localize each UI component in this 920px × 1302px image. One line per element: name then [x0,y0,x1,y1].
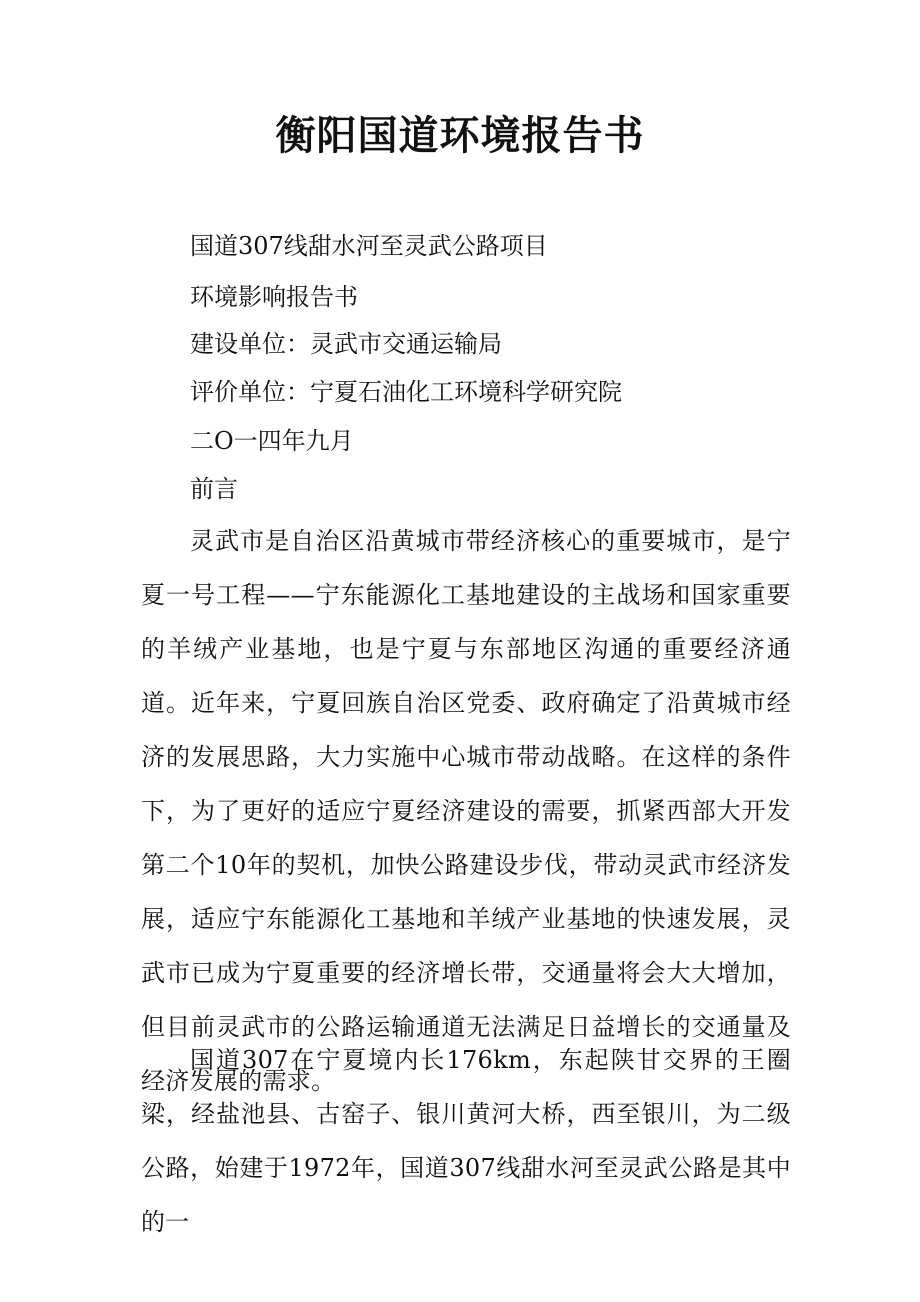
project-name: 国道307线甜水河至灵武公路项目 [190,232,548,260]
report-date: 二O一四年九月 [190,427,354,455]
body-paragraph: 灵武市是自治区沿黄城市带经济核心的重要城市，是宁夏一号工程——宁东能源化工基地建设的主战场和国家重要的羊绒产业基地，也是宁夏与东部地区沟通的重要经济通道。近年来，宁夏回族自治区党委、政府确定了沿黄城市经济的发展思路，大力实施中心城市带动战略。在这样的条件下，为了更好的适应宁夏经济建设的需要，抓紧西部大开发第二个10年的契机，加快公路建设步伐，带动灵武市经济发展，适应宁东能源化工基地和羊绒产业基地的快速发展，灵武市已成为宁夏重要的经济增长带，交通量将会大大增加，但目前灵武市的公路运输通道无法满足日益增长的交通量及经济发展的需求。 [141,527,791,1095]
evaluator-unit: 评价单位：宁夏石油化工环境科学研究院 [190,378,622,406]
body-paragraph: 国道307在宁夏境内长176km，东起陕甘交界的王圈梁，经盐池县、古窑子、银川黄河大桥，西至银川，为二级公路，始建于1972年，国道307线甜水河至灵武公路是其中的一 [141,1046,791,1236]
section-heading: 前言 [190,475,238,503]
document-title: 衡阳国道环境报告书 [275,113,645,159]
report-type: 环境影响报告书 [190,283,358,311]
builder-unit: 建设单位：灵武市交通运输局 [190,330,502,358]
